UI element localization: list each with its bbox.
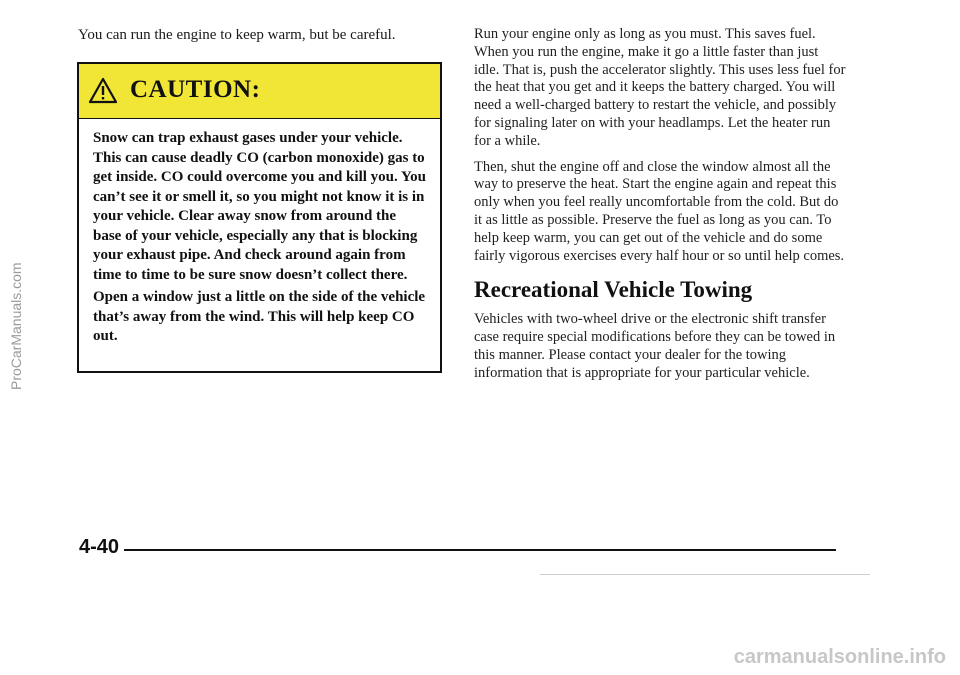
caution-paragraph: Snow can trap exhaust gases under your vehicle. This can cause deadly CO (carbon monoxide) gas to get inside. CO could overcome you and kill you. You can’t see it or smell it, so you might not know it is in your vehicle. Clear away snow from around the base of your vehicle, especially any that is blocking your exhaust pipe. And check around again from time to time to be sure snow doesn’t collect there. — [93, 130, 426, 283]
caution-title: CAUTION: — [130, 76, 261, 103]
side-watermark-text: ProCarManuals.com — [8, 262, 24, 390]
scan-line — [540, 574, 870, 575]
side-watermark — [8, 190, 24, 390]
warning-triangle-icon — [88, 77, 118, 104]
body-paragraph: Run your engine only as long as you must. This saves fuel. When you run the engine, make it go a little faster than just idle. That is, push the accelerator slightly. This uses less fuel for the heat that you get and it keeps the battery charged. You will need a well-charged battery to restart the vehicle, and possibly for signaling later on with your headlamps. Let the heater run for a while. — [474, 26, 846, 149]
footer-rule — [124, 549, 836, 551]
caution-body — [79, 119, 440, 347]
caution-box — [77, 62, 442, 373]
right-column — [474, 26, 846, 391]
bottom-watermark: carmanualsonline.info — [733, 646, 946, 668]
page-number: 4-40 — [79, 536, 120, 558]
caution-paragraph: Open a window just a little on the side of the vehicle that’s away from the wind. This will help keep CO out. — [93, 289, 426, 344]
caution-header — [79, 64, 440, 119]
section-heading: Recreational Vehicle Towing — [474, 277, 753, 303]
body-paragraph: Then, shut the engine off and close the window almost all the way to preserve the heat. Start the engine again and repeat this only when you feel really uncomfortable from the cold. But do it as little as possible. Preserve the fuel as long as you can. To help keep warm, you can get out of the vehicle and do some fairly vigorous exercises every half hour or so until help comes. — [474, 158, 845, 264]
section-paragraph: Vehicles with two-wheel drive or the electronic shift transfer case require special modifications before they can be towed in this manner. Please contact your dealer for the towing information that is appropriate for your particular vehicle. — [474, 311, 836, 381]
intro-text: You can run the engine to keep warm, but be careful. — [78, 27, 396, 43]
